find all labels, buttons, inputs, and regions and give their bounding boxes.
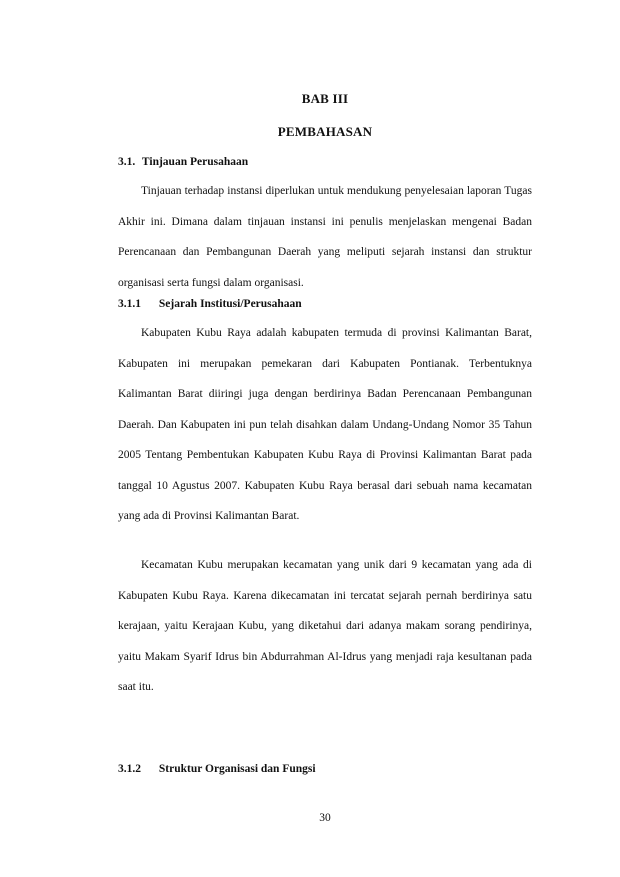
paragraph-tinjauan: Tinjauan terhadap instansi diperlukan untuk mendukung penyelesaian laporan Tugas Akhir ini. Dimana dalam tinjauan instansi ini penulis menjelaskan mengenai Badan Perencanaan dan Pembangunan Daerah yang meliputi sejarah instansi dan struktur organisasi serta fungsi dalam organisasi.	[118, 185, 532, 289]
section-number: 3.1.1	[118, 298, 141, 310]
section-number: 3.1.2	[118, 763, 141, 775]
section-number: 3.1.	[118, 156, 136, 168]
section-title: Tinjauan Perusahaan	[141, 156, 249, 168]
chapter-number: BAB III	[301, 91, 349, 106]
paragraph-kecamatan-kubu: Kecamatan Kubu merupakan kecamatan yang unik dari 9 kecamatan yang ada di Kabupaten Kubu Raya. Karena dikecamatan ini tercatat sejarah pernah berdirinya satu kerajaan, yaitu Kerajaan Kubu, yang diketahui dari adanya makam sorang pendirinya, yaitu Makam Syarif Idrus bin Abdurrahman Al-Idrus yang menjadi raja kesultanan pada saat itu.	[118, 559, 532, 693]
section-heading-3-1-1	[118, 298, 302, 310]
section-title: Struktur Organisasi dan Fungsi	[158, 763, 316, 775]
section-heading-3-1	[118, 156, 248, 168]
chapter-title: PEMBAHASAN	[277, 124, 373, 139]
section-heading-3-1-2	[118, 763, 316, 775]
page-number: 30	[319, 812, 331, 824]
paragraph-sejarah: Kabupaten Kubu Raya adalah kabupaten termuda di provinsi Kalimantan Barat, Kabupaten ini merupakan pemekaran dari Kabupaten Pontianak. Terbentuknya Kalimantan Barat diiringi juga dengan berdirinya Badan Perencanaan Pembangunan Daerah. Dan Kabupaten ini pun telah disahkan dalam Undang-Undang Nomor 35 Tahun 2005 Tentang Pembentukan Kabupaten Kubu Raya di Provinsi Kalimantan Barat pada tanggal 10 Agustus 2007. Kabupaten Kubu Raya berasal dari sebuah nama kecamatan yang ada di Provinsi Kalimantan Barat.	[118, 327, 532, 522]
section-title: Sejarah Institusi/Perusahaan	[158, 298, 302, 310]
